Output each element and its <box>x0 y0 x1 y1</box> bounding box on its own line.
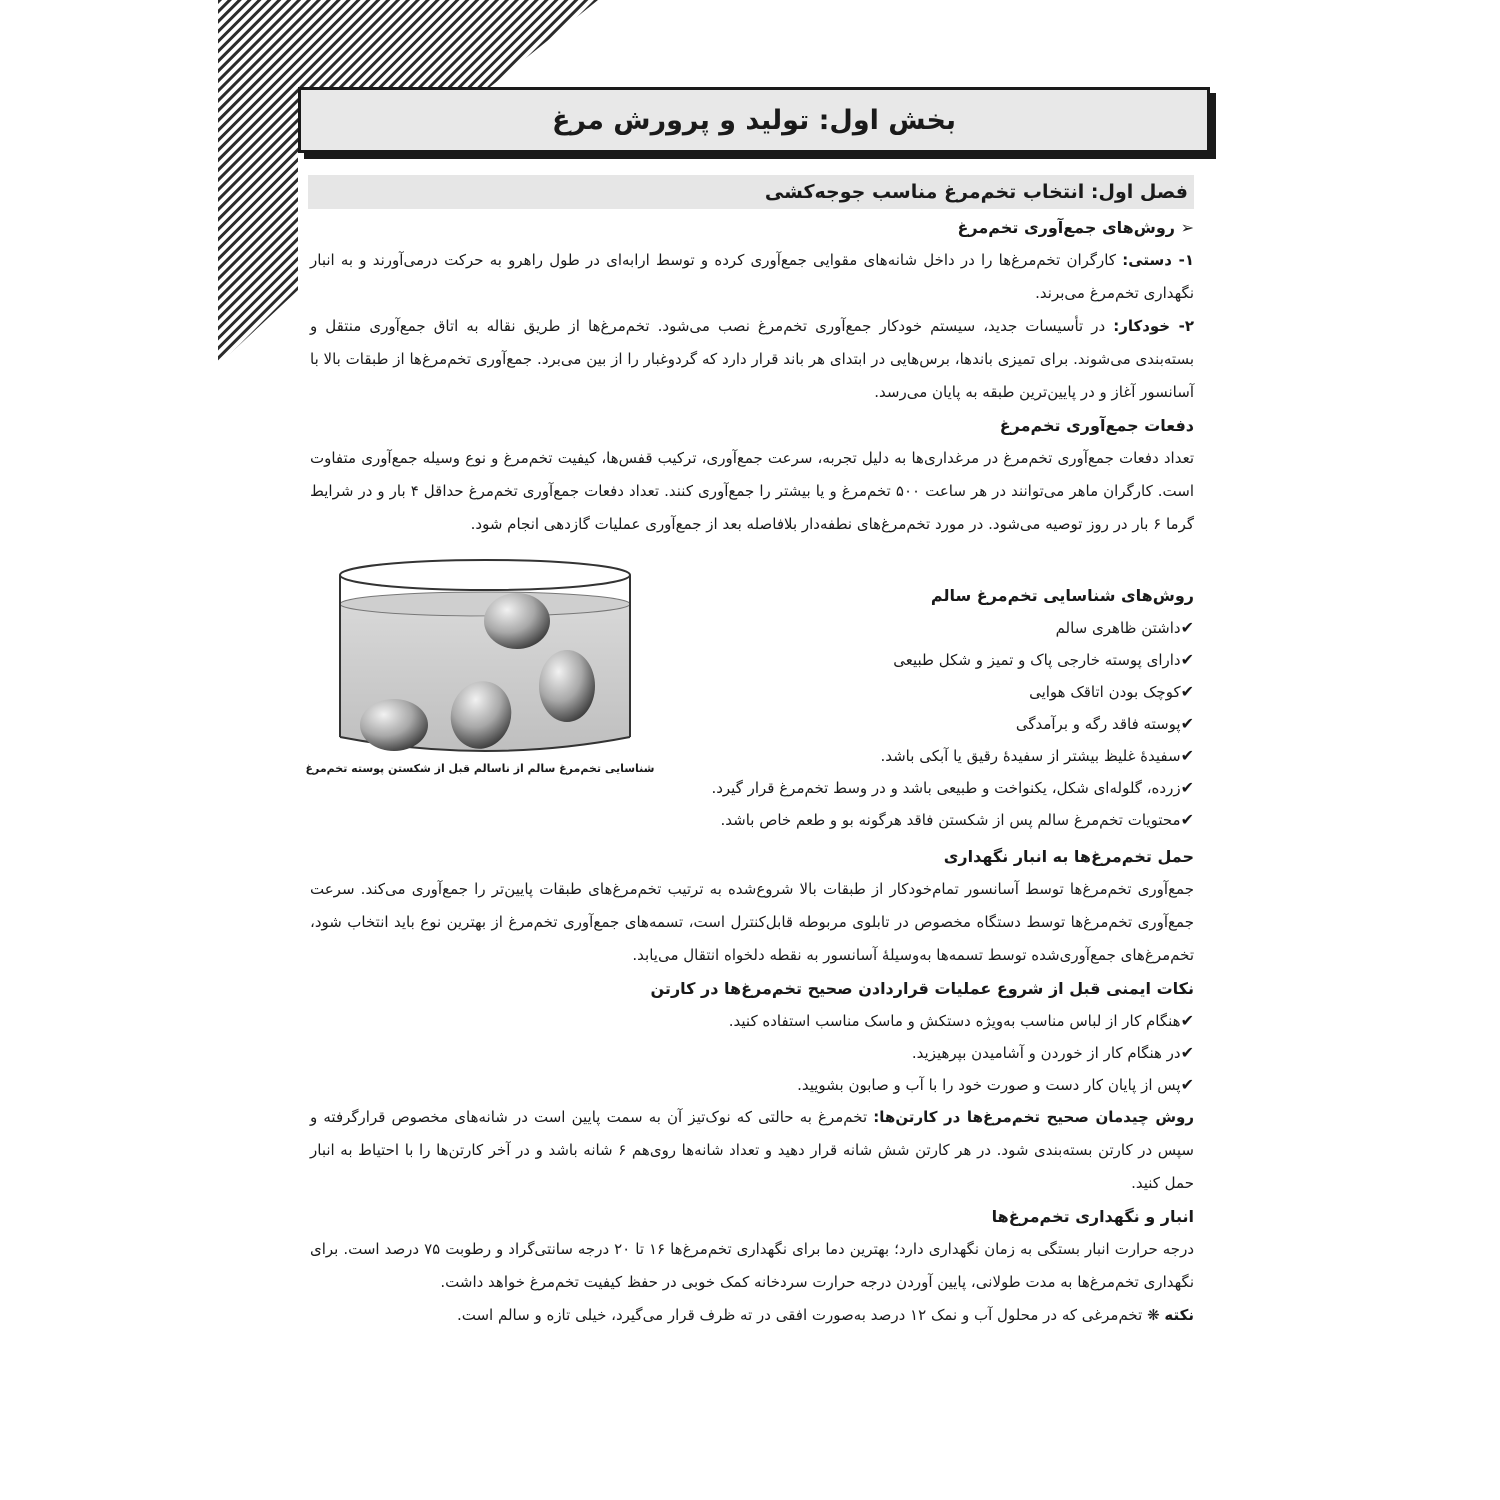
list-item: ✔کوچک بودن اتاقک هوایی <box>1029 682 1194 701</box>
identification-heading: روش‌های شناسایی تخم‌مرغ سالم <box>930 586 1194 605</box>
sinking-egg <box>360 699 428 751</box>
list-item: ✔سفیدهٔ غلیظ بیشتر از سفیدهٔ رقیق یا آبکی باشد. <box>880 746 1194 765</box>
arrangement-label: روش چیدمان صحیح تخم‌مرغ‌ها در کارتن‌ها: <box>873 1108 1195 1126</box>
automatic-collection-paragraph: ۲- خودکار: در تأسیسات جدید، سیستم خودکار جمع‌آوری تخم‌مرغ نصب می‌شود. تخم‌مرغ‌ها از طریق نقاله به اتاق جمع‌آوری منتقل و بسته‌بندی می‌شوند. برای تمیزی باندها، برس‌هایی در ابتدای هر باند قرار دارد که گردوغبار را از بین می‌برد. جمع‌آوری تخم‌مرغ‌ها از طبقات بالا با آسانسور آغاز و در پایین‌ترین طبقه به پایان می‌رسد. <box>310 317 1194 401</box>
floating-egg <box>484 593 550 649</box>
check-icon: ✔ <box>1180 746 1194 765</box>
arrow-icon: ➢ <box>1180 218 1194 237</box>
figure-caption: شناسایی تخم‌مرغ سالم از ناسالم قبل از شکستن پوسته تخم‌مرغ <box>305 762 655 775</box>
safety-heading: نکات ایمنی قبل از شروع عملیات قراردادن صحیح تخم‌مرغ‌ها در کارتن <box>650 979 1194 998</box>
note-paragraph: نکته ❋ تخم‌مرغی که در محلول آب و نمک ۱۲ درصد به‌صورت افقی در ته ظرف قرار می‌گیرد، خیلی تازه و سالم است. <box>456 1306 1194 1324</box>
check-icon: ✔ <box>1180 778 1194 797</box>
list-item: ✔داشتن ظاهری سالم <box>1055 618 1194 637</box>
list-item: ✔پوسته فاقد رگه و برآمدگی <box>1015 714 1194 733</box>
manual-collection-paragraph: ۱- دستی: کارگران تخم‌مرغ‌ها را در داخل شانه‌های مقوایی جمع‌آوری کرده و توسط ارابه‌ای در طول راهرو به حرکت درمی‌آورند و به انبار نگهداری تخم‌مرغ می‌برند. <box>310 251 1195 302</box>
check-icon: ✔ <box>1180 1043 1194 1062</box>
part-title: بخش اول: تولید و پرورش مرغ <box>551 104 957 136</box>
arrangement-paragraph: روش چیدمان صحیح تخم‌مرغ‌ها در کارتن‌ها: تخم‌مرغ به حالتی که نوک‌تیز آن به سمت پایین است در شانه‌های مخصوص قرارگرفته و سپس در کارتن بسته‌بندی شود. در هر کارتن شش شانه قرار دهید و تعداد شانه‌ها روی‌هم ۶ شانه باشد و در آخر کارتن‌ها را با احتیاط به انبار حمل کنید. <box>310 1108 1195 1192</box>
check-icon: ✔ <box>1180 1011 1194 1030</box>
lower-content <box>310 840 1194 1332</box>
note-label: نکته <box>1164 1306 1194 1324</box>
list-item: ✔در هنگام کار از خوردن و آشامیدن بپرهیزید. <box>911 1043 1194 1062</box>
check-icon: ✔ <box>1180 810 1194 829</box>
chapter-title-bar <box>308 175 1194 209</box>
list-item: ✔دارای پوسته خارجی پاک و تمیز و شکل طبیعی <box>893 650 1194 669</box>
manual-label: ۱- دستی: <box>1122 251 1195 269</box>
list-item: ✔پس از پایان کار دست و صورت خود را با آب و صابون بشویید. <box>797 1075 1194 1094</box>
collection-methods-section <box>310 211 1194 541</box>
check-icon: ✔ <box>1180 1075 1194 1094</box>
list-item: ✔هنگام کار از لباس مناسب به‌ویژه دستکش و ماسک مناسب استفاده کنید. <box>728 1011 1194 1030</box>
tilted-egg <box>539 650 595 722</box>
storage-heading: انبار و نگهداری تخم‌مرغ‌ها <box>991 1207 1194 1226</box>
identification-section <box>660 579 1194 836</box>
check-icon: ✔ <box>1180 618 1194 637</box>
list-item: ✔محتویات تخم‌مرغ سالم پس از شکستن فاقد هرگونه بو و طعم خاص باشد. <box>720 810 1194 829</box>
automatic-label: ۲- خودکار: <box>1113 317 1194 335</box>
check-icon: ✔ <box>1180 714 1194 733</box>
collection-frequency-heading: دفعات جمع‌آوری تخم‌مرغ <box>999 416 1194 435</box>
part-title-box <box>298 87 1210 153</box>
check-icon: ✔ <box>1180 682 1194 701</box>
transport-heading: حمل تخم‌مرغ‌ها به انبار نگهداری <box>943 847 1194 866</box>
egg-float-test-figure <box>330 555 640 760</box>
collection-frequency-paragraph: تعداد دفعات جمع‌آوری تخم‌مرغ در مرغداری‌ها به دلیل تجربه، سرعت جمع‌آوری، ترکیب قفس‌ها، کیفیت تخم‌مرغ و نوع وسیله جمع‌آوری متفاوت است. کارگران ماهر می‌توانند در هر ساعت ۵۰۰ تخم‌مرغ و یا بیشتر را جمع‌آوری کنند. تعداد دفعات جمع‌آوری تخم‌مرغ حداقل ۴ بار و در شرایط گرما ۶ بار در روز توصیه می‌شود. در مورد تخم‌مرغ‌های نطفه‌دار بلافاصله بعد از جمع‌آوری عملیات گازدهی انجام شود. <box>310 449 1194 533</box>
check-icon: ✔ <box>1180 650 1194 669</box>
transport-paragraph: جمع‌آوری تخم‌مرغ‌ها توسط آسانسور تمام‌خودکار از طبقات بالا شروع‌شده به ترتیب تخم‌مرغ‌های طبقات پایین‌تر را جمع‌آوری می‌کند. سرعت جمع‌آوری تخم‌مرغ‌ها توسط دستگاه مخصوص در تابلوی مربوطه قابل‌کنترل است، تسمه‌های جمع‌آوری تخم‌مرغ از بهترین نوع باید انتخاب شود، تخم‌مرغ‌های جمع‌آوری‌شده توسط تسمه‌ها به‌وسیلهٔ آسانسور به نقطه دلخواه انتقال می‌یابد. <box>310 880 1194 964</box>
chapter-title: فصل اول: انتخاب تخم‌مرغ مناسب جوجه‌کشی <box>764 181 1188 203</box>
note-icon: ❋ <box>1147 1306 1160 1324</box>
collection-methods-heading: ➢ روش‌های جمع‌آوری تخم‌مرغ <box>957 218 1194 237</box>
storage-paragraph: درجه حرارت انبار بستگی به زمان نگهداری دارد؛ بهترین دما برای نگهداری تخم‌مرغ‌ها ۱۶ تا ۲۰ درجه سانتی‌گراد و رطوبت ۷۵ درصد است. برای نگهداری تخم‌مرغ‌ها به مدت طولانی، پایین آوردن درجه حرارت سردخانه کمک خوبی در حفظ کیفیت تخم‌مرغ خواهد داشت. <box>310 1240 1195 1291</box>
list-item: ✔زرده، گلوله‌ای شکل، یکنواخت و طبیعی باشد و در وسط تخم‌مرغ قرار گیرد. <box>711 778 1194 797</box>
